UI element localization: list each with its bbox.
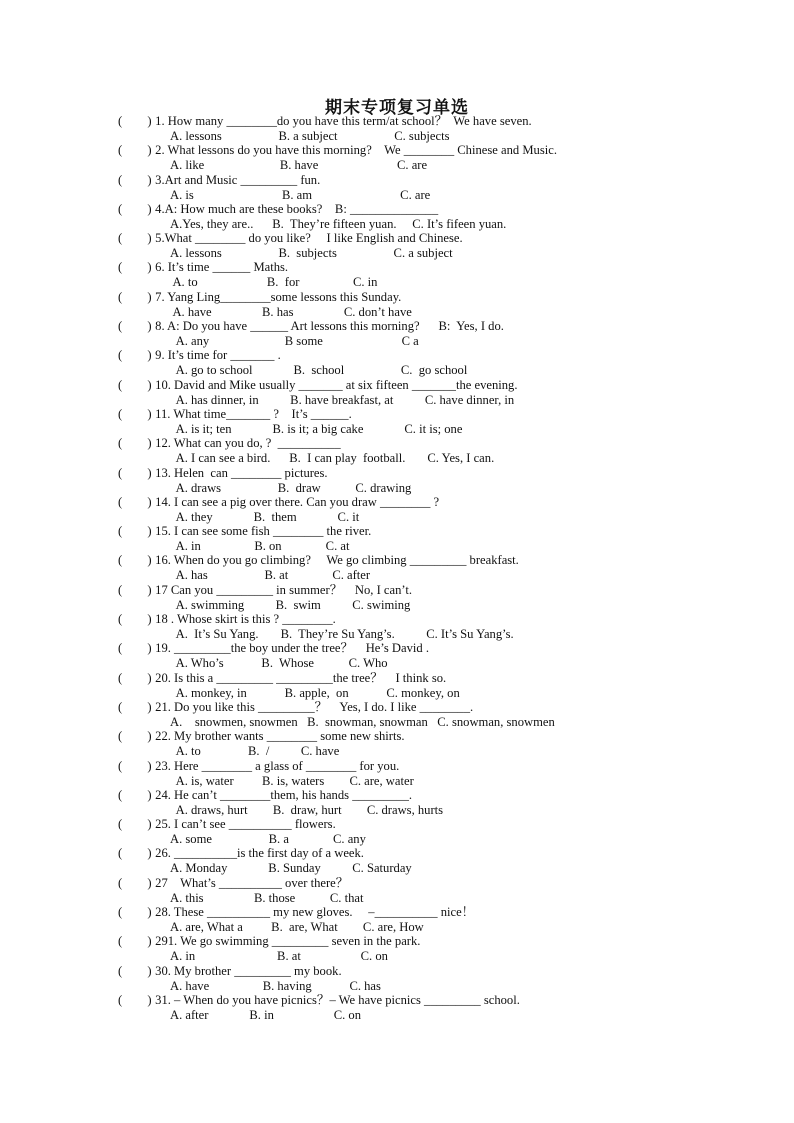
question-text: 31. – When do you have picnics？– We have picnics _________ school. [152, 992, 520, 1007]
answer-blank[interactable]: ( ) [118, 201, 152, 216]
question-options: A. It’s Su Yang. B. They’re Su Yang’s. C. It’s Su Yang’s. [170, 627, 514, 642]
question-item [0, 905, 794, 934]
answer-blank[interactable]: ( ) [118, 289, 152, 304]
question-item [0, 378, 794, 407]
answer-blank[interactable]: ( ) [118, 905, 152, 920]
question-options: A. in B. on C. at [170, 539, 350, 554]
answer-blank[interactable]: ( ) [118, 553, 152, 568]
answer-blank[interactable]: ( ) [118, 934, 152, 949]
answer-blank[interactable]: ( ) [118, 260, 152, 275]
question-text: 291. We go swimming _________ seven in the park. [152, 934, 421, 949]
question-text: 26. __________is the first day of a week. [152, 846, 364, 861]
question-text: 23. Here ________ a glass of ________ for you. [152, 758, 400, 773]
question-options: A. swimming B. swim C. swiming [170, 597, 411, 612]
answer-blank[interactable]: ( ) [118, 817, 152, 832]
question-options: A. is B. am C. are [170, 187, 431, 202]
question-text: 4.A: How much are these books? B: ______________ [152, 201, 439, 216]
question-options: A. to B. / C. have [170, 744, 340, 759]
question-item [0, 231, 794, 260]
question-options: A. this B. those C. that [170, 890, 364, 905]
answer-blank[interactable]: ( ) [118, 143, 152, 158]
question-options: A. go to school B. school C. go school [170, 363, 468, 378]
question-item [0, 260, 794, 289]
question-text: 5.What ________ do you like? I like English and Chinese. [152, 231, 463, 246]
question-item [0, 143, 794, 172]
question-options: A. Monday B. Sunday C. Saturday [170, 861, 412, 876]
question-options: A. any B some C a [170, 334, 419, 349]
question-options: A. they B. them C. it [170, 509, 360, 524]
question-text: 6. It’s time ______ Maths. [152, 260, 289, 275]
question-item [0, 290, 794, 319]
question-item [0, 407, 794, 436]
question-item [0, 466, 794, 495]
question-item [0, 817, 794, 846]
answer-blank[interactable]: ( ) [118, 465, 152, 480]
answer-blank[interactable]: ( ) [118, 377, 152, 392]
answer-blank[interactable]: ( ) [118, 319, 152, 334]
question-text: 18 . Whose skirt is this ? ________. [152, 612, 336, 627]
answer-blank[interactable]: ( ) [118, 670, 152, 685]
answer-blank[interactable]: ( ) [118, 436, 152, 451]
question-text: 15. I can see some fish ________ the river. [152, 524, 372, 539]
question-options: A. to B. for C. in [170, 275, 378, 290]
question-item [0, 759, 794, 788]
question-options: A. has B. at C. after [170, 568, 371, 583]
answer-blank[interactable]: ( ) [118, 582, 152, 597]
answer-blank[interactable]: ( ) [118, 758, 152, 773]
question-item [0, 436, 794, 465]
question-text: 16. When do you go climbing? We go climbing _________ breakfast. [152, 553, 519, 568]
question-options: A. draws, hurt B. draw, hurt C. draws, hurts [170, 802, 444, 817]
question-item [0, 993, 794, 1022]
question-text: 3.Art and Music _________ fun. [152, 172, 321, 187]
question-options: A. like B. have C. are [170, 158, 428, 173]
question-options: A. monkey, in B. apple, on C. monkey, on [170, 685, 460, 700]
question-options: A. is it; ten B. is it; a big cake C. it is; one [170, 421, 463, 436]
question-options: A. Who’s B. Whose C. Who [170, 656, 388, 671]
answer-blank[interactable]: ( ) [118, 172, 152, 187]
answer-blank[interactable]: ( ) [118, 406, 152, 421]
question-text: 11. What time_______ ? It’s ______. [152, 406, 352, 421]
question-item [0, 524, 794, 553]
question-options: A. I can see a bird. B. I can play football. C. Yes, I can. [170, 451, 495, 466]
question-item [0, 495, 794, 524]
question-text: 13. Helen can ________ pictures. [152, 465, 328, 480]
question-text: 25. I can’t see __________ flowers. [152, 817, 336, 832]
question-text: 24. He can’t ________them, his hands _________. [152, 787, 413, 802]
question-item [0, 964, 794, 993]
question-options: A. after B. in C. on [170, 1007, 361, 1022]
answer-blank[interactable]: ( ) [118, 641, 152, 656]
question-item [0, 114, 794, 143]
question-item [0, 729, 794, 758]
question-item [0, 700, 794, 729]
answer-blank[interactable]: ( ) [118, 494, 152, 509]
answer-blank[interactable]: ( ) [118, 846, 152, 861]
question-options: A. in B. at C. on [170, 949, 388, 964]
question-options: A. have B. has C. don’t have [170, 304, 412, 319]
answer-blank[interactable]: ( ) [118, 114, 152, 128]
answer-blank[interactable]: ( ) [118, 348, 152, 363]
question-options: A. snowmen, snowmen B. snowman, snowman C. snowman, snowmen [170, 714, 555, 729]
answer-blank[interactable]: ( ) [118, 729, 152, 744]
question-item [0, 934, 794, 963]
page-title: 期末专项复习单选 [325, 98, 469, 118]
answer-blank[interactable]: ( ) [118, 612, 152, 627]
question-text: 17 Can you _________ in summer？ No, I can’t. [152, 582, 413, 597]
question-text: 22. My brother wants ________ some new shirts. [152, 729, 405, 744]
answer-blank[interactable]: ( ) [118, 992, 152, 1007]
question-options: A. draws B. draw C. drawing [170, 480, 412, 495]
question-item [0, 173, 794, 202]
question-item [0, 876, 794, 905]
question-item [0, 612, 794, 641]
answer-blank[interactable]: ( ) [118, 699, 152, 714]
answer-blank[interactable]: ( ) [118, 231, 152, 246]
question-options: A. has dinner, in B. have breakfast, at C. have dinner, in [170, 392, 515, 407]
question-item [0, 553, 794, 582]
question-item [0, 319, 794, 348]
question-item [0, 202, 794, 231]
question-text: 27 What’s __________ over there？ [152, 875, 349, 890]
question-text: 21. Do you like this _________？ Yes, I do. I like ________. [152, 699, 474, 714]
question-options: A. is, water B. is, waters C. are, water [170, 773, 414, 788]
question-text: 1. How many ________do you have this term/at school？ We have seven. [152, 114, 532, 128]
question-options: A. have B. having C. has [170, 978, 381, 993]
question-text: 7. Yang Ling________some lessons this Sunday. [152, 289, 402, 304]
question-text: 28. These __________ my new gloves. –__________ nice！ [152, 905, 475, 920]
question-options: A. some B. a C. any [170, 832, 366, 847]
question-item [0, 788, 794, 817]
answer-blank[interactable]: ( ) [118, 963, 152, 978]
question-options: A. are, What a B. are, What C. are, How [170, 920, 424, 935]
question-text: 9. It’s time for _______ . [152, 348, 281, 363]
answer-blank[interactable]: ( ) [118, 787, 152, 802]
question-text: 14. I can see a pig over there. Can you draw ________ ? [152, 494, 440, 509]
question-text: 10. David and Mike usually _______ at six fifteen _______the evening. [152, 377, 518, 392]
question-options: A.Yes, they are.. B. They’re fifteen yuan. C. It’s fifeen yuan. [170, 216, 507, 231]
question-options: A. lessons B. a subject C. subjects [170, 129, 450, 143]
question-text: 30. My brother _________ my book. [152, 963, 342, 978]
question-text: 2. What lessons do you have this morning? We ________ Chinese and Music. [152, 143, 557, 158]
question-item [0, 671, 794, 700]
question-list [0, 114, 794, 1022]
question-item [0, 846, 794, 875]
question-text: 20. Is this a _________ _________the tree？ I think so. [152, 670, 447, 685]
question-options: A. lessons B. subjects C. a subject [170, 246, 453, 261]
question-item [0, 348, 794, 377]
question-text: 12. What can you do, ? __________ [152, 436, 341, 451]
question-text: 8. A: Do you have ______ Art lessons this morning? B: Yes, I do. [152, 319, 504, 334]
answer-blank[interactable]: ( ) [118, 524, 152, 539]
question-text: 19. _________the boy under the tree？ He’s David . [152, 641, 430, 656]
question-item [0, 583, 794, 612]
answer-blank[interactable]: ( ) [118, 875, 152, 890]
question-item [0, 641, 794, 670]
